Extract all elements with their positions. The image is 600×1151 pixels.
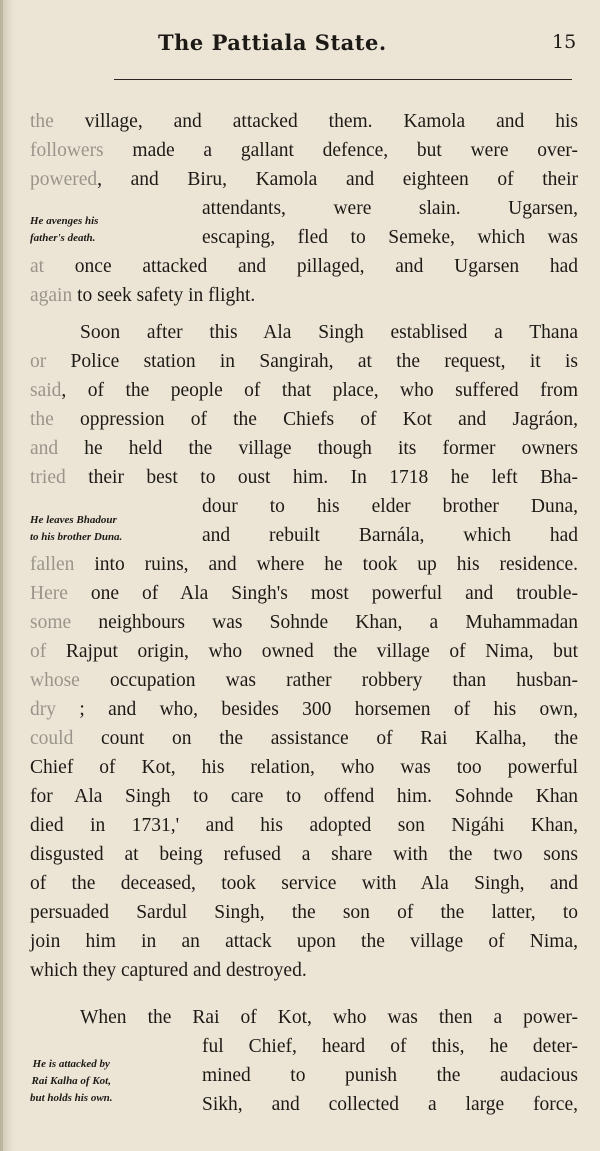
faded-text: said bbox=[30, 380, 62, 401]
line-text: village, and attacked them. Kamola and his bbox=[53, 111, 578, 132]
margin-note-line: father's death. bbox=[30, 232, 96, 244]
line-text: once attacked and pillaged, and Ugarsen had bbox=[44, 256, 578, 277]
text-line bbox=[202, 492, 578, 521]
faded-text: again bbox=[30, 285, 73, 306]
line-text: Police station in Sangirah, at the request, it is bbox=[46, 351, 578, 372]
text-line bbox=[30, 347, 578, 376]
text-line bbox=[30, 811, 578, 840]
margin-note-line: He avenges his bbox=[30, 215, 99, 227]
line-text: their best to oust him. In 1718 he left Bha- bbox=[65, 467, 578, 488]
margin-note-line: Rai Kalha of Kot, bbox=[31, 1075, 111, 1087]
margin-note-line: He leaves Bhadour bbox=[30, 514, 117, 526]
header-rule bbox=[114, 79, 572, 80]
margin-note-line: but holds his own. bbox=[30, 1092, 113, 1104]
text-line bbox=[80, 318, 578, 347]
line-text: join him in an attack upon the village of Nima, bbox=[30, 931, 578, 952]
faded-text: whose bbox=[30, 670, 80, 691]
faded-text: of bbox=[30, 641, 47, 662]
text-line bbox=[30, 869, 578, 898]
line-text: mined to punish the audacious bbox=[202, 1065, 578, 1086]
text-line bbox=[30, 898, 578, 927]
faded-text: powered bbox=[30, 169, 98, 190]
text-line bbox=[202, 1032, 578, 1061]
page-spine-shadow bbox=[0, 0, 3, 1151]
text-line bbox=[30, 637, 578, 666]
line-text: which they captured and destroyed. bbox=[30, 960, 307, 981]
faded-text: tried bbox=[30, 467, 66, 488]
line-text: died in 1731,' and his adopted son Nigáhi Khan, bbox=[30, 815, 578, 836]
text-line bbox=[30, 376, 578, 405]
line-text: count on the assistance of Rai Kalha, the bbox=[73, 728, 578, 749]
faded-text: and bbox=[30, 438, 59, 459]
text-line bbox=[30, 782, 578, 811]
line-text: one of Ala Singh's most powerful and trouble- bbox=[67, 583, 578, 604]
text-line bbox=[30, 956, 578, 985]
line-text: of the deceased, took service with Ala Singh, and bbox=[30, 873, 578, 894]
line-text: he held the village though its former owners bbox=[58, 438, 578, 459]
text-line bbox=[30, 136, 578, 165]
line-text: neighbours was Sohnde Khan, a Muhammadan bbox=[71, 612, 578, 633]
text-line bbox=[30, 550, 578, 579]
line-text: made a gallant defence, but were over- bbox=[103, 140, 578, 161]
text-line bbox=[30, 434, 578, 463]
margin-note-line: to his brother Duna. bbox=[30, 531, 123, 543]
line-text: , of the people of that place, who suffered from bbox=[61, 380, 578, 401]
text-line bbox=[202, 1090, 578, 1119]
page-number: 15 bbox=[552, 31, 577, 53]
text-line bbox=[30, 753, 578, 782]
faded-text: the bbox=[30, 111, 54, 132]
running-header-title: The Pattiala State. bbox=[158, 30, 387, 55]
line-text: oppression of the Chiefs of Kot and Jagráon, bbox=[53, 409, 578, 430]
line-text: Chief of Kot, his relation, who was too powerful bbox=[30, 757, 578, 778]
margin-note-leaves-bhadour bbox=[30, 512, 122, 546]
line-text: dour to his elder brother Duna, bbox=[202, 496, 578, 517]
text-line bbox=[30, 463, 578, 492]
text-line bbox=[30, 608, 578, 637]
margin-note-avenges bbox=[30, 213, 98, 247]
line-text: escaping, fled to Semeke, which was bbox=[202, 227, 578, 248]
line-text: When the Rai of Kot, who was then a power- bbox=[80, 1007, 578, 1028]
line-text: persuaded Sardul Singh, the son of the latter, to bbox=[30, 902, 578, 923]
faded-text: dry bbox=[30, 699, 56, 720]
line-text: ; and who, besides 300 horsemen of his own, bbox=[56, 699, 578, 720]
text-line bbox=[30, 840, 578, 869]
line-text: for Ala Singh to care to offend him. Sohnde Khan bbox=[30, 786, 578, 807]
text-line bbox=[30, 107, 578, 136]
margin-note-line: He is attacked by bbox=[32, 1058, 110, 1070]
line-text: Sikh, and collected a large force, bbox=[202, 1094, 578, 1115]
faded-text: fallen bbox=[30, 554, 75, 575]
line-text: occupation was rather robbery than husban- bbox=[79, 670, 578, 691]
line-text: to seek safety in flight. bbox=[72, 285, 256, 306]
text-line bbox=[202, 1061, 578, 1090]
faded-text: or bbox=[30, 351, 47, 372]
text-line bbox=[80, 1003, 578, 1032]
line-text: Soon after this Ala Singh establised a Thana bbox=[80, 322, 578, 343]
faded-text: could bbox=[30, 728, 74, 749]
text-line bbox=[30, 666, 578, 695]
text-line bbox=[202, 521, 578, 550]
line-text: ful Chief, heard of this, he deter- bbox=[202, 1036, 578, 1057]
text-line bbox=[202, 194, 578, 223]
text-line bbox=[30, 927, 578, 956]
text-line bbox=[202, 223, 578, 252]
text-line bbox=[30, 405, 578, 434]
text-line bbox=[30, 165, 578, 194]
line-text: attendants, were slain. Ugarsen, bbox=[202, 198, 578, 219]
text-line bbox=[30, 724, 578, 753]
faded-text: at bbox=[30, 256, 45, 277]
faded-text: Here bbox=[30, 583, 68, 604]
faded-text: the bbox=[30, 409, 54, 430]
faded-text: followers bbox=[30, 140, 104, 161]
line-text: into ruins, and where he took up his residence. bbox=[74, 554, 578, 575]
faded-text: some bbox=[30, 612, 72, 633]
text-line bbox=[30, 252, 578, 281]
text-line bbox=[30, 281, 578, 310]
line-text: , and Biru, Kamola and eighteen of their bbox=[97, 169, 578, 190]
text-line bbox=[30, 695, 578, 724]
line-text: and rebuilt Barnála, which had bbox=[202, 525, 578, 546]
line-text: Rajput origin, who owned the village of Nima, but bbox=[46, 641, 578, 662]
margin-note-attacked bbox=[30, 1056, 113, 1107]
text-line bbox=[30, 579, 578, 608]
line-text: disgusted at being refused a share with the two sons bbox=[30, 844, 578, 865]
